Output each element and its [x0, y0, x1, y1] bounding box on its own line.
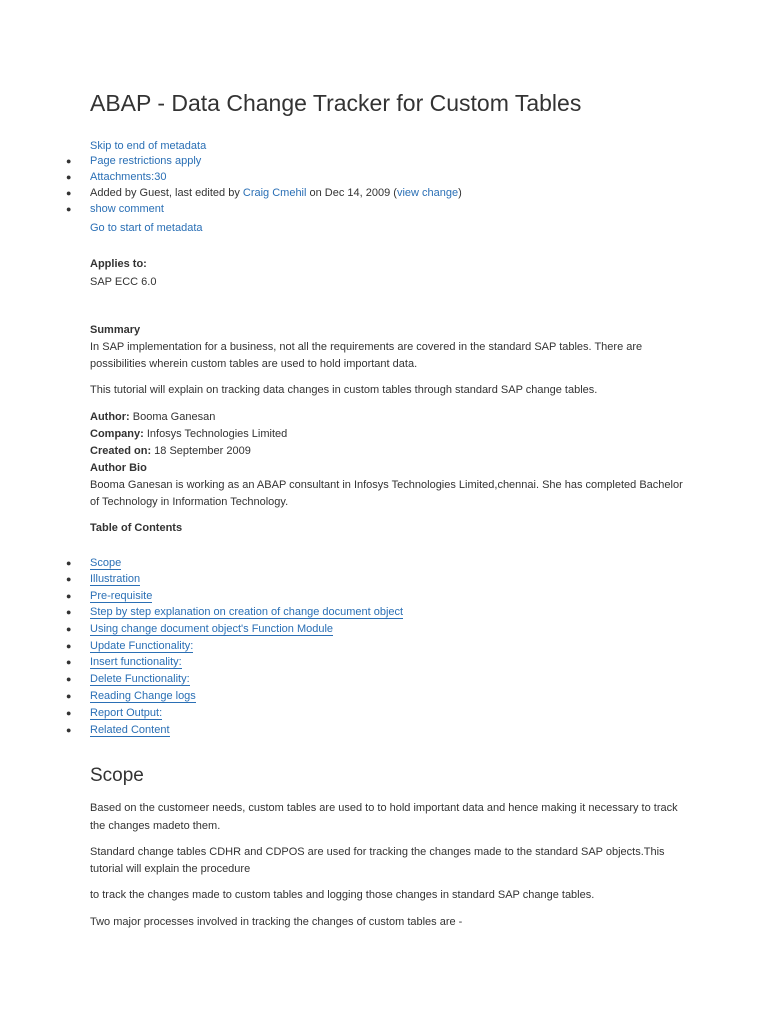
summary-para1-line2: possibilities wherein custom tables are used to hold important data.: [90, 358, 418, 370]
toc-heading: Table of Contents: [90, 522, 183, 534]
scope-p2-line1: Standard change tables CDHR and CDPOS are used for tracking the changes made to the standard SAP objects.This: [90, 846, 665, 858]
company-line: [90, 428, 287, 440]
toc-item-reading-change-logs[interactable]: Reading Change logs: [90, 690, 196, 702]
page-title: ABAP - Data Change Tracker for Custom Tables: [90, 90, 582, 116]
close-paren-text: ): [458, 187, 462, 199]
toc-item-report-output[interactable]: Report Output:: [90, 707, 163, 719]
created-on-value: 18 September 2009: [151, 445, 251, 457]
summary-para2: This tutorial will explain on tracking data changes in custom tables through standard SAP change tables.: [90, 384, 598, 396]
author-line: [90, 411, 215, 423]
bullet-icon: ●: [66, 641, 72, 651]
toc-item-pre-requisite[interactable]: Pre-requisite: [90, 590, 153, 602]
toc-item-delete[interactable]: Delete Functionality:: [90, 673, 190, 685]
bullet-icon: ●: [66, 574, 72, 584]
editor-link[interactable]: Craig Cmehil: [242, 187, 307, 199]
show-comment-link[interactable]: show comment: [90, 203, 164, 215]
author-bio-line2: of Technology in Information Technology.: [90, 496, 289, 508]
bullet-icon: ●: [66, 624, 72, 634]
skip-to-end-of-metadata-link[interactable]: Skip to end of metadata: [90, 140, 207, 152]
toc-item-related-content[interactable]: Related Content: [90, 724, 170, 736]
bullet-icon: ●: [66, 691, 72, 701]
page-restrictions-link[interactable]: Page restrictions apply: [90, 155, 202, 167]
scope-p1-line2: the changes madeto them.: [90, 820, 221, 832]
scope-p4: Two major processes involved in tracking the changes of custom tables are -: [90, 916, 463, 928]
bullet-icon: ●: [66, 725, 72, 735]
scope-p2-line2: tutorial will explain the procedure: [90, 863, 251, 875]
bullet-icon: ●: [66, 708, 72, 718]
bullet-icon: ●: [66, 657, 72, 667]
company-value: Infosys Technologies Limited: [143, 428, 288, 440]
scope-p3: to track the changes made to custom tables and logging those changes in standard SAP change tables.: [90, 889, 595, 901]
toc-item-illustration[interactable]: Illustration: [90, 573, 141, 585]
added-by-text: Added by Guest, last edited by: [90, 187, 243, 199]
toc-item-scope[interactable]: Scope: [90, 557, 122, 569]
company-label: Company:: [90, 428, 144, 440]
bullet-icon: ●: [66, 172, 72, 182]
created-on-line: [90, 445, 251, 457]
bullet-icon: ●: [66, 204, 72, 214]
summary-para1-line1: In SAP implementation for a business, not all the requirements are covered in the standard SAP tables. There are: [90, 341, 643, 353]
attachments-link[interactable]: Attachments:30: [90, 171, 167, 183]
edited-on-text: on Dec 14, 2009 (: [306, 187, 397, 199]
view-change-link[interactable]: view change: [396, 187, 459, 199]
bullet-icon: ●: [66, 558, 72, 568]
applies-to-label: Applies to:: [90, 258, 147, 270]
created-on-label: Created on:: [90, 445, 152, 457]
edit-info: [90, 187, 462, 199]
author-label: Author:: [90, 411, 130, 423]
author-bio-line1: Booma Ganesan is working as an ABAP consultant in Infosys Technologies Limited,chennai. She has completed Bachelor: [90, 479, 683, 491]
bullet-icon: ●: [66, 674, 72, 684]
scope-heading: Scope: [90, 765, 144, 786]
summary-heading: Summary: [90, 324, 141, 336]
bullet-icon: ●: [66, 188, 72, 198]
toc-item-update[interactable]: Update Functionality:: [90, 640, 194, 652]
author-value: Booma Ganesan: [129, 411, 216, 423]
toc-item-function-module[interactable]: Using change document object's Function Module: [90, 623, 334, 635]
toc-item-insert[interactable]: Insert functionality:: [90, 656, 182, 668]
applies-to-value: SAP ECC 6.0: [90, 276, 157, 288]
go-to-start-of-metadata-link[interactable]: Go to start of metadata: [90, 222, 203, 234]
author-bio-label: Author Bio: [90, 462, 147, 474]
bullet-icon: ●: [66, 607, 72, 617]
bullet-icon: ●: [66, 156, 72, 166]
bullet-icon: ●: [66, 591, 72, 601]
toc-item-step-by-step[interactable]: Step by step explanation on creation of change document object: [90, 606, 404, 618]
scope-p1-line1: Based on the customeer needs, custom tables are used to to hold important data and hence making it necessary to track: [90, 802, 678, 814]
